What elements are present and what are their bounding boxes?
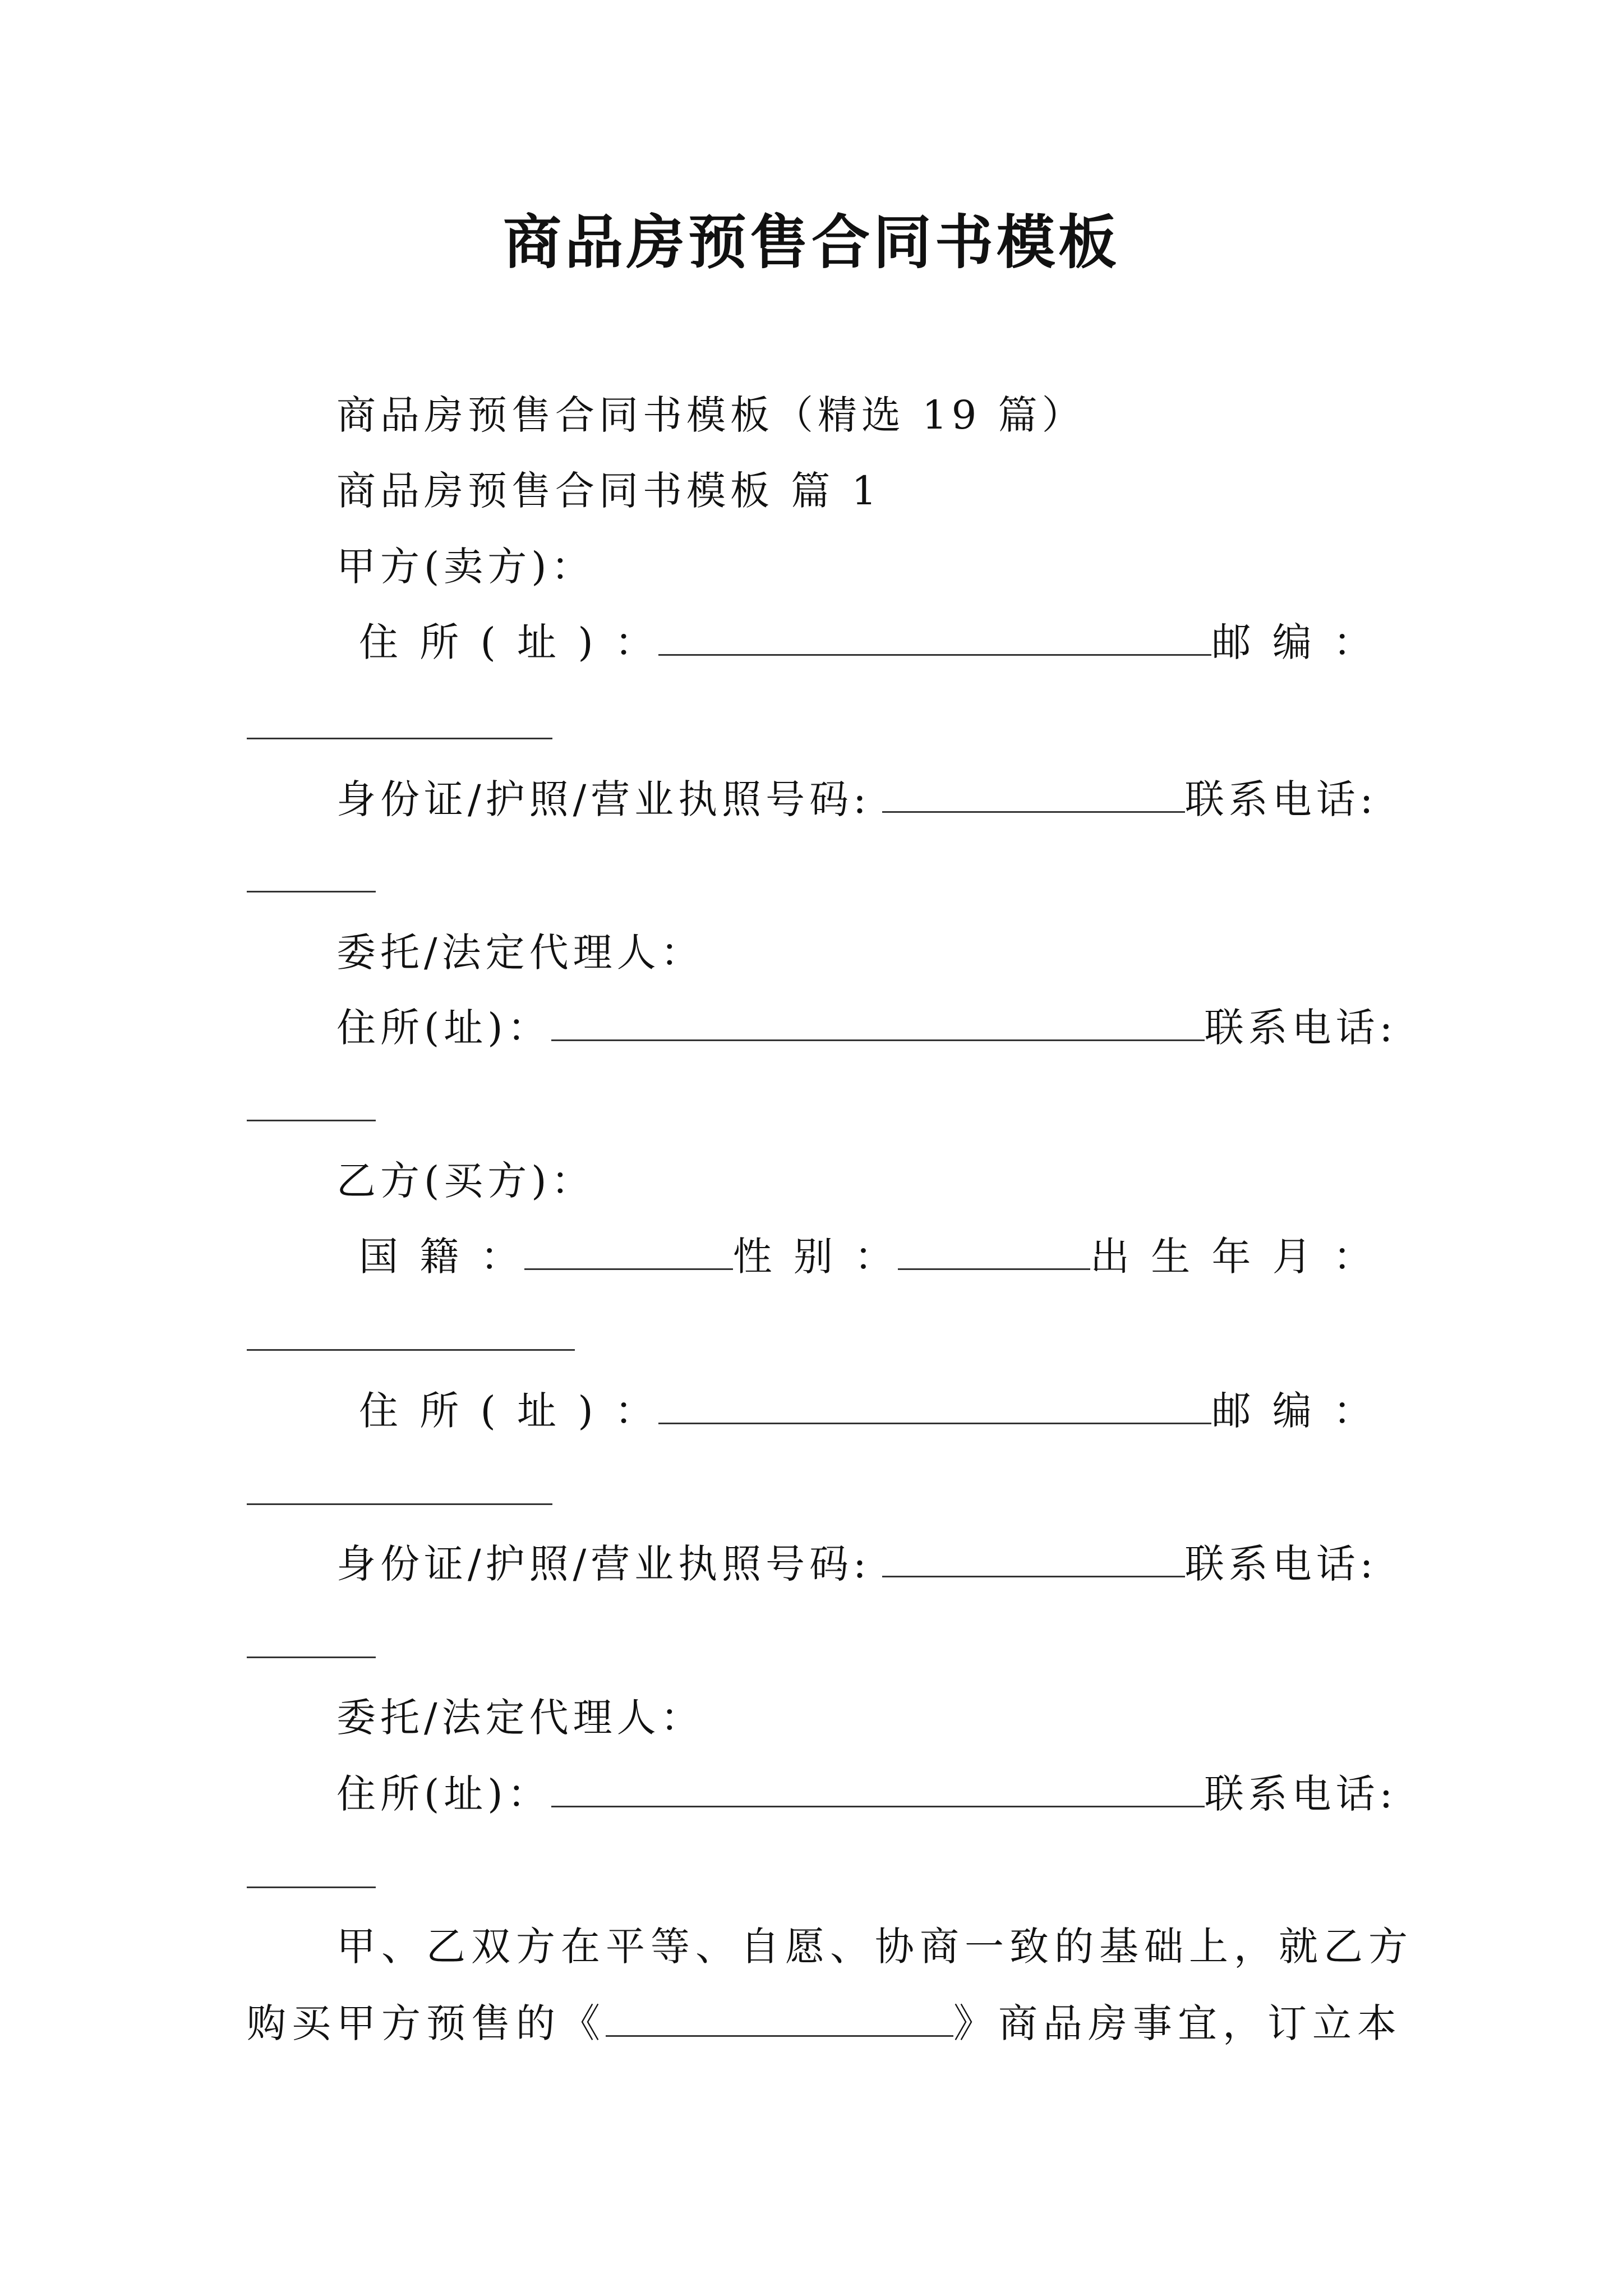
party-b-info-row bbox=[359, 1228, 1377, 1285]
party-b-id-blank[interactable] bbox=[882, 1536, 1185, 1577]
body-line-2-suffix: 》商品房事宜，订立本 bbox=[953, 2000, 1402, 2046]
party-a-address-label: 住 所 ( 址 ) ： bbox=[359, 619, 658, 665]
party-a-heading: 甲方(卖方)： bbox=[336, 544, 595, 590]
party-b-postcode-label: 邮 编 ： bbox=[1211, 1388, 1377, 1434]
party-b-agent-label: 委托/法定代理人： bbox=[336, 1695, 704, 1741]
party-b-address-label: 住 所 ( 址 ) ： bbox=[359, 1388, 658, 1434]
party-a-postcode-label: 邮 编 ： bbox=[1211, 619, 1377, 665]
body-paragraph-line-1: 甲、乙双方在平等、自愿、协商一致的基础上，就乙方 bbox=[336, 1924, 1413, 1970]
property-name-blank[interactable] bbox=[606, 1996, 953, 2037]
party-a-phone-label: 联系电话: bbox=[1184, 776, 1378, 822]
party-a-agent-phone-label: 联系电话: bbox=[1204, 1005, 1398, 1051]
body-line-2-prefix: 购买甲方预售的《 bbox=[247, 2000, 606, 2046]
party-b-gender-label: 性 别 ： bbox=[732, 1234, 898, 1280]
party-b-birth-blank[interactable] bbox=[247, 1349, 575, 1351]
party-a-address-blank[interactable] bbox=[658, 615, 1212, 656]
section-heading: 商品房预售合同书模板 篇 1 bbox=[336, 468, 882, 514]
party-b-heading: 乙方(买方)： bbox=[336, 1158, 595, 1204]
party-a-phone-blank[interactable] bbox=[247, 891, 376, 892]
party-b-phone-label: 联系电话: bbox=[1184, 1541, 1378, 1587]
party-b-address-row bbox=[359, 1383, 1377, 1439]
party-b-address-blank[interactable] bbox=[658, 1383, 1212, 1424]
party-a-agent-address-label: 住所(址)： bbox=[336, 1005, 551, 1051]
party-a-postcode-blank[interactable] bbox=[247, 738, 552, 739]
party-b-agent-address-label: 住所(址)： bbox=[336, 1771, 551, 1817]
document-subtitle: 商品房预售合同书模板（精选 19 篇） bbox=[336, 392, 1086, 438]
party-b-agent-phone-blank[interactable] bbox=[247, 1887, 376, 1888]
party-a-address-row bbox=[359, 614, 1377, 670]
party-a-agent-address-blank[interactable] bbox=[551, 1000, 1205, 1041]
party-b-agent-address-row bbox=[336, 1766, 1398, 1822]
party-a-agent-phone-blank[interactable] bbox=[247, 1120, 376, 1121]
party-b-id-label: 身份证/护照/营业执照号码: bbox=[336, 1541, 871, 1587]
body-paragraph-line-2 bbox=[247, 1995, 1402, 2051]
party-b-agent-address-blank[interactable] bbox=[551, 1766, 1205, 1807]
party-b-postcode-blank[interactable] bbox=[247, 1503, 552, 1505]
party-b-nationality-blank[interactable] bbox=[524, 1229, 733, 1270]
party-a-agent-label: 委托/法定代理人： bbox=[336, 930, 704, 976]
party-a-id-row bbox=[336, 771, 1380, 827]
party-a-id-label: 身份证/护照/营业执照号码: bbox=[336, 776, 871, 822]
document-title: 商品房预售合同书模板 bbox=[502, 208, 1120, 277]
party-b-phone-blank[interactable] bbox=[247, 1657, 376, 1658]
party-a-agent-address-row bbox=[336, 1000, 1398, 1056]
party-a-id-blank[interactable] bbox=[882, 772, 1185, 813]
party-b-id-row bbox=[336, 1536, 1380, 1592]
party-b-nationality-label: 国 籍 ： bbox=[359, 1234, 524, 1280]
party-b-birth-label: 出 生 年 月 ： bbox=[1090, 1234, 1377, 1280]
party-b-gender-blank[interactable] bbox=[898, 1229, 1090, 1270]
party-b-agent-phone-label: 联系电话: bbox=[1204, 1771, 1398, 1817]
